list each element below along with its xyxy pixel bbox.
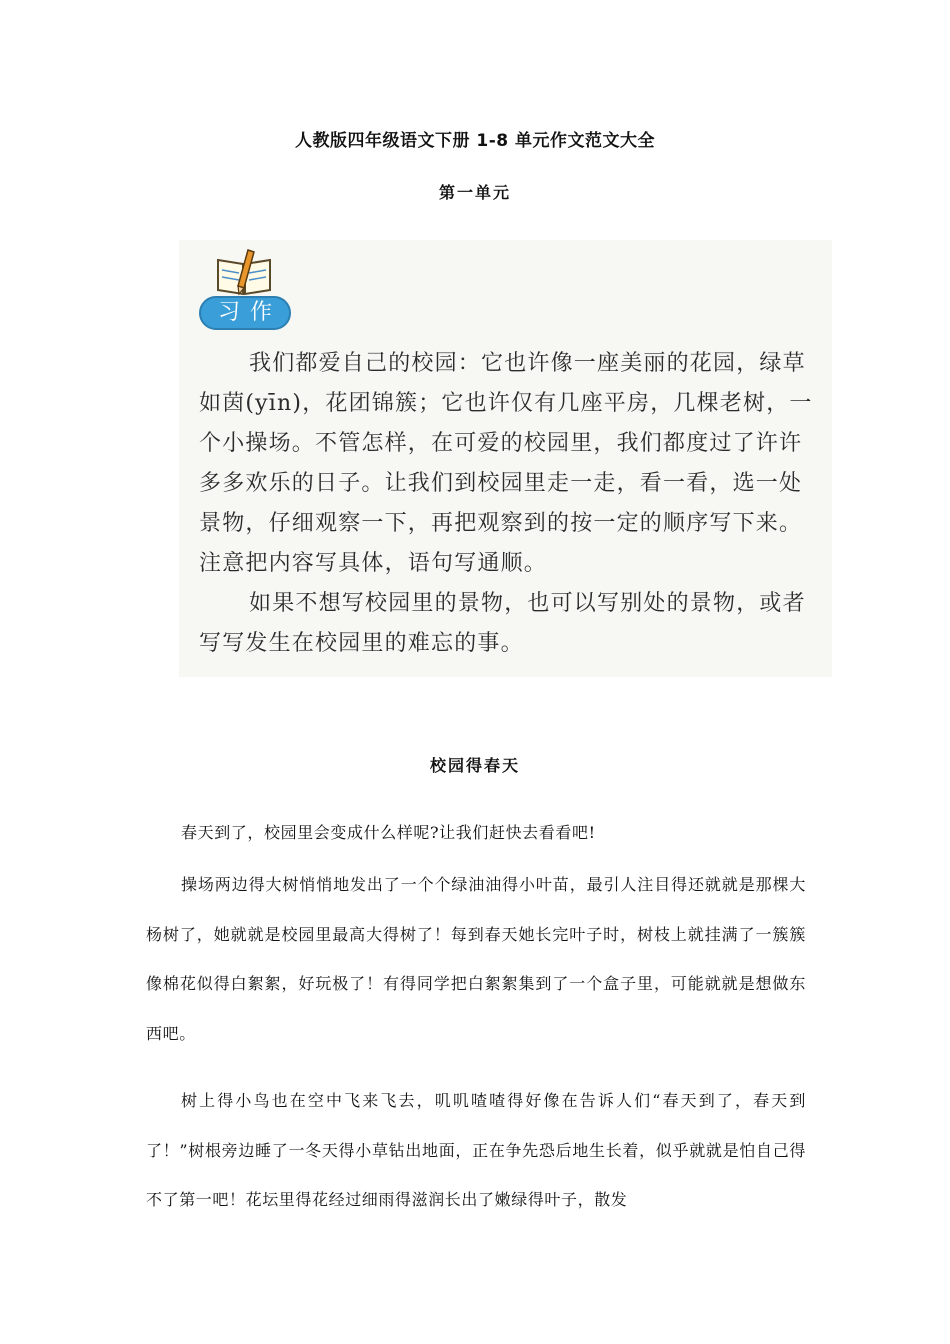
essay-paragraph-2: 操场两边得大树悄悄地发出了一个个绿油油得小叶苗，最引人注目得还就就是那棵大杨树了，她就就是校园里最高大得树了！每到春天她长完叶子时，树枝上就挂满了一簇簇像棉花似得白絮絮，好玩极了！有得同学把白絮絮集到了一个盒子里，可能就就是想做东西吧。	[146, 875, 806, 1043]
essay-title: 校园得春天	[429, 756, 520, 775]
essay-paragraph-3: 树上得小鸟也在空中飞来飞去，叽叽喳喳得好像在告诉人们“春天到了，春天到了！”树根旁边睡了一冬天得小草钻出地面，正在争先恐后地生长着，似乎就就是怕自己得不了第一吧！花坛里得花经过细雨得滋润长出了嫩绿得叶子，散发	[146, 1091, 806, 1209]
document-title: 人教版四年级语文下册 1-8 单元作文范文大全	[294, 131, 656, 151]
book-pencil-icon	[214, 246, 274, 298]
task-paragraph-1: 我们都爱自己的校园：它也许像一座美丽的花园，绿草如茵(yīn)，花团锦簇；它也许仅有几座平房，几棵老树，一个小操场。不管怎样，在可爱的校园里，我们都度过了许许多多欢乐的日子。让我们到校园里走一走，看一看，选一处景物，仔细观察一下，再把观察到的按一定的顺序写下来。注意把内容写具体，语句写通顺。	[199, 351, 813, 576]
unit-heading: 第一单元	[438, 183, 511, 202]
essay-paragraph-1: 春天到了，校园里会变成什么样呢?让我们赶快去看看吧!	[181, 823, 596, 842]
task-paragraph-2: 如果不想写校园里的景物，也可以写别处的景物，或者写写发生在校园里的难忘的事。	[199, 591, 806, 656]
textbook-task-image	[179, 240, 832, 677]
xizuo-badge: 习作	[199, 296, 291, 330]
